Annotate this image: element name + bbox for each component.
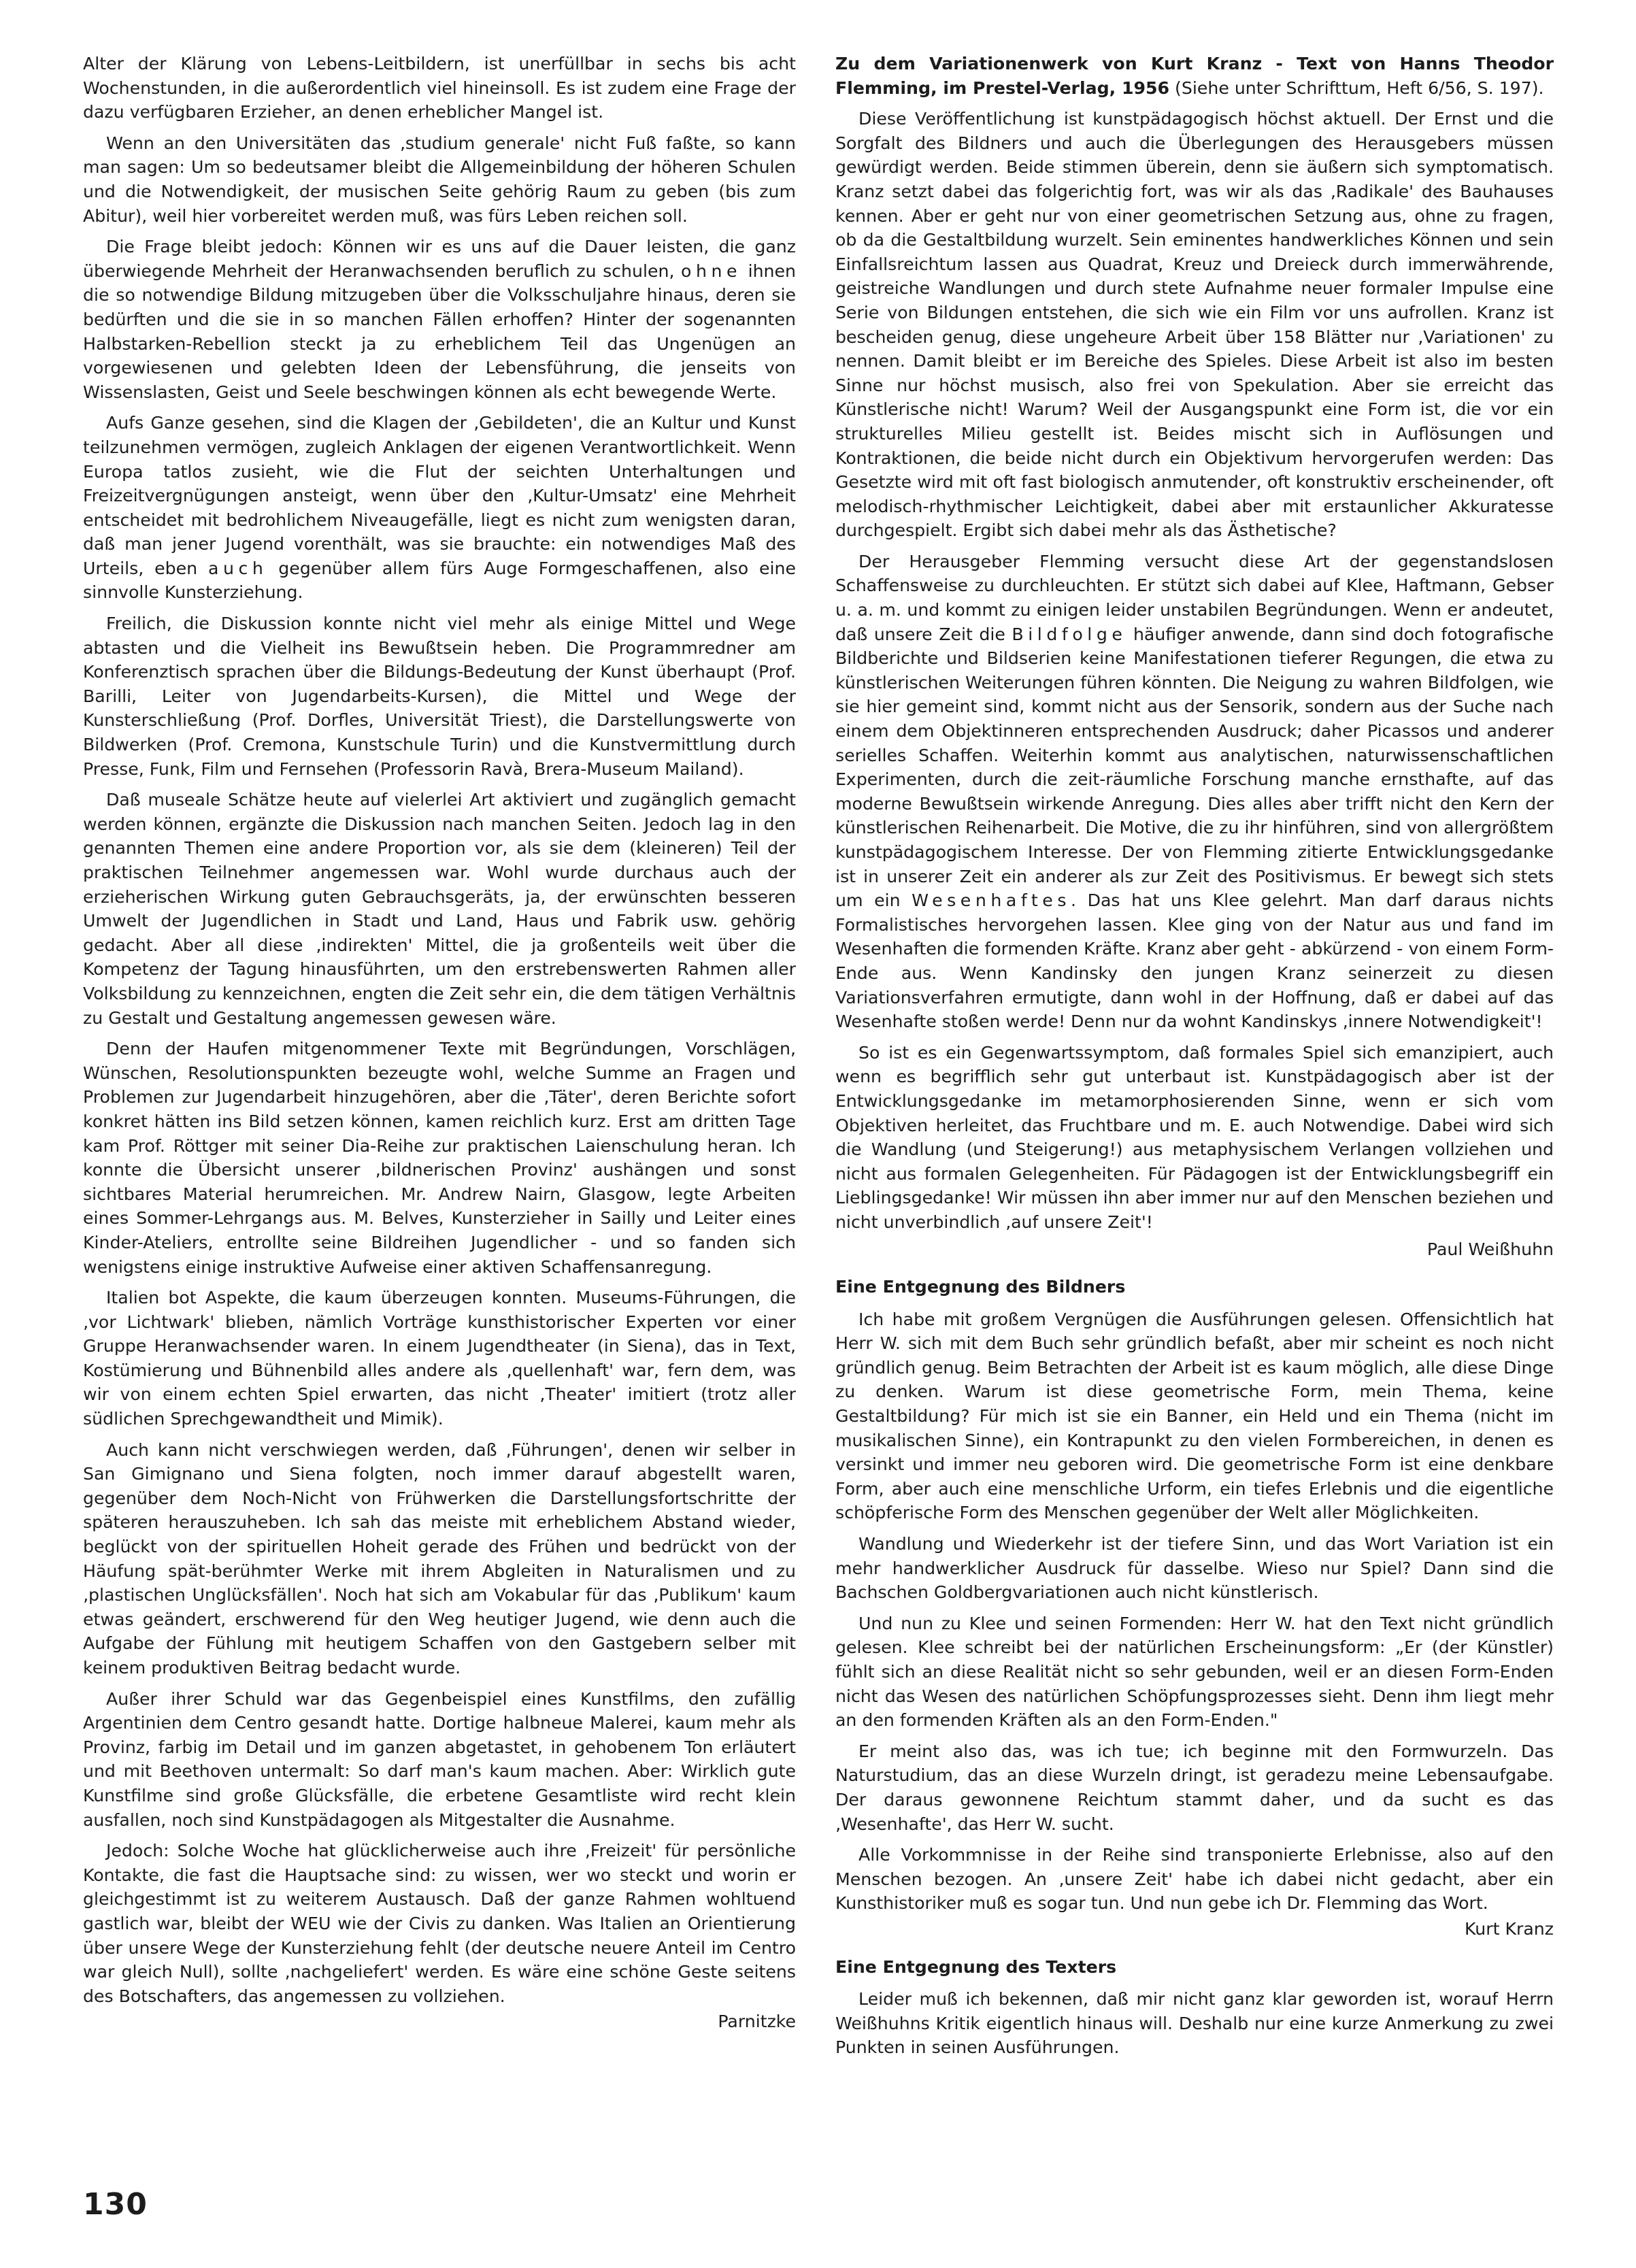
section-heading: Eine Entgegnung des Texters: [835, 1956, 1117, 1977]
paragraph: Auch kann nicht verschwiegen werden, daß ‚Führungen', denen wir selber in San Gimignano und Siena folgten, noch immer darauf abgestellt waren, gegenüber dem Noch-Nicht von Frühwerken die Darstellungsfortschritte der späteren herauszuheben. Ich sah das meiste mit erheblichem Abstand wieder, beglückt von der spirituellen Hoheit gerade des Frühen und bedrückt von der Häufung spät-berühmter Werke mit ihrem Abgleiten in Naturalismen und zu ‚plastischen Unglücksfällen'. Noch hat sich am Vokabular für das ‚Publikum' kaum etwas geändert, erschwerend für den Weg heutiger Jugend, wie denn auch die Aufgabe der Fühlung mit heutigem Schaffen von den Gastgebern selber mit keinem produktiven Beitrag bedacht wurde.: [83, 1439, 796, 1678]
emphasis-spaced: Bildfolge: [1012, 624, 1127, 644]
text-run: gegenüber allem fürs Auge Formgeschaffenen, also eine sinnvolle Kunsterziehung.: [83, 558, 796, 603]
paragraph: [835, 550, 1554, 1034]
left-column: [83, 52, 796, 2048]
paragraph: Er meint also das, was ich tue; ich beginne mit den Formwurzeln. Das Naturstudium, das an diese Wurzeln dringt, ist geradezu meine Lebensaufgabe. Der daraus gewonnene Reichtum stammt daher, und da sucht es das ‚Wesenhafte', das Herr W. sucht.: [835, 1741, 1554, 1834]
text-run: Aufs Ganze gesehen, sind die Klagen der ‚Gebildeten', die an Kultur und Kunst teilzunehmen vermögen, zugleich Anklagen der eigenen Verantwortlichkeit. Wenn Europa tatlos zusieht, wie die Flut der seichten Unterhaltungen und Freizeitvergnügungen ansteigt, wenn über den ‚Kultur-Umsatz' eine Mehrheit entscheidet mit bedrohlichem Niveaugefälle, liegt es nicht zum wenigsten daran, daß man jener Jugend vorenthält, was sie brauchte: ein notwendiges Maß des Urteils, eben: [83, 413, 796, 578]
emphasis-spaced: ohne: [681, 261, 742, 281]
emphasis-spaced: auch: [207, 558, 268, 578]
paragraph: Alter der Klärung von Lebens-Leitbildern, ist unerfüllbar in sechs bis acht Wochenstunden, in die außerordentlich viel hineinsoll. Es ist zudem eine Frage der dazu verfügbaren Erzieher, an denen erheblicher Mangel ist.: [83, 54, 796, 122]
paragraph: Wandlung und Wiederkehr ist der tiefere Sinn, und das Wort Variation ist ein mehr handwerklicher Ausdruck für dasselbe. Wieso nur Spiel? Dann sind die Bachschen Goldbergvariationen auch nicht künstlerisch.: [835, 1534, 1554, 1603]
paragraph: Italien bot Aspekte, die kaum überzeugen konnten. Museums-Führungen, die ‚vor Lichtwark' blieben, nämlich Vorträge kunsthistorischer Experten vor einer Gruppe Heranwachsender waren. In einem Jugendtheater (in Siena), das in Text, Kostümierung und Bühnenbild alles andere als ‚quellenhaft' war, fern dem, was wir von einem echten Spiel erwarten, das nicht ‚Theater' imitiert (trotz aller südlichen Sprechgewandtheit und Mimik).: [83, 1288, 796, 1429]
text-run: Die Frage bleibt jedoch: Können wir es uns auf die Dauer leisten, die ganz überwiegende Mehrheit der Heranwachsenden beruflich zu schulen,: [83, 237, 796, 281]
paragraph: [83, 411, 796, 605]
paragraph: So ist es ein Gegenwartssymptom, daß formales Spiel sich emanzipiert, auch wenn es begrifflich sehr gut unterbaut ist. Kunstpädagogisch aber ist der Entwicklungsgedanke im metamorphosierenden Sinne, wenn er sich vom Objektiven herleitet, das Fruchtbare und m. E. auch Notwendige. Dabei wird sich die Wandlung (und Steigerung!) aus metaphysischem Verlangen vollziehen und nicht aus formalen Gelegenheiten. Für Pädagogen ist der Entwicklungsbegriff ein Lieblingsgedanke! Wir müssen ihn aber immer nur auf den Menschen beziehen und nicht unverbindlich ‚auf unsere Zeit'!: [835, 1042, 1554, 1232]
author-signature: Kurt Kranz: [1465, 1918, 1554, 1939]
paragraph: [83, 235, 796, 404]
paragraph: Alle Vorkommnisse in der Reihe sind transponierte Erlebnisse, also auf den Menschen bezogen. An ‚unsere Zeit' habe ich dabei nicht gedacht, aber ein Kunsthistoriker muß es sogar tun. Und nun gebe ich Dr. Flemming das Wort.: [835, 1845, 1554, 1914]
paragraph: Denn der Haufen mitgenommener Texte mit Begründungen, Vorschlägen, Wünschen, Resolutionspunkten bezeugte wohl, welche Summe an Fragen und Problemen zur Jugendarbeit hinzugehören, aber die ‚Täter', deren Berichte sofort konkret hätten ins Bild setzen können, kamen reichlich kurz. Erst am dritten Tage kam Prof. Röttger mit seiner Dia-Reihe zur praktischen Laienschulung heran. Ich konnte die Übersicht unserer ‚bildnerischen Provinz' aushängen und sonst sichtbares Material herumreichen. Mr. Andrew Nairn, Glasgow, legte Arbeiten eines Sommer-Lehrgangs aus. M. Belves, Kunsterzieher in Sailly und Leiter eines Kinder-Ateliers, entrollte seine Bildreihen Jugendlicher - und so fanden sich wenigstens einige instruktive Aufweise einer aktiven Schaffensanregung.: [83, 1039, 796, 1277]
emphasis-spaced: Wesenhaftes: [912, 890, 1071, 911]
paragraph: Leider muß ich bekennen, daß mir nicht ganz klar geworden ist, worauf Herrn Weißhuhns Kritik eigentlich hinaus will. Deshalb nur eine kurze Anmerkung zu zwei Punkten in seinen Ausführungen.: [835, 1989, 1554, 2058]
text-run: . Das hat uns Klee gelehrt. Man darf daraus nichts Formalistisches hervorgehen lassen. Klee ging von der Natur aus und fand im Wesenhaften die formenden Kräfte. Kranz aber geht - abkürzend - von einem Form-Ende aus. Wenn Kandinsky den jungen Kranz seinerzeit zu diesen Variationsverfahren ermutigte, dann wohl in der Hoffnung, daß er dabei auf das Wesenhafte stoßen werde! Denn nur da wohnt Kandinskys ‚innere Notwendigkeit'!: [835, 890, 1554, 1032]
author-signature: Parnitzke: [718, 2012, 796, 2032]
page-number: 130: [83, 2187, 148, 2222]
right-column: [835, 52, 1554, 2067]
review-headline-reference: (Siehe unter Schrifttum, Heft 6/56, S. 197).: [1169, 78, 1544, 98]
text-run: ihnen die so notwendige Bildung mitzugeben über die Volksschuljahre hinaus, deren sie bedürften und die sie in so manchen Fällen erhoffen? Hinter der sogenannten Halbstarken-Rebellion steckt ja zu erheblichem Teil das Ungenügen an vorgewiesenen und gelebten Ideen der Lebensführung, die jenseits von Wissenslasten, Geist und Seele beschwingen können als echt bewegende Werte.: [83, 261, 796, 402]
paragraph: Und nun zu Klee und seinen Formenden: Herr W. hat den Text nicht gründlich gelesen. Klee schreibt bei der natürlichen Erscheinungsform: „Er (der Künstler) fühlt sich an diese Realität nicht so sehr gebunden, weil er an diesen Form-Enden nicht das Wesen des natürlichen Schöpfungsprozesses sieht. Denn ihm liegt mehr an den formenden Kräften als an den Form-Enden.": [835, 1613, 1554, 1731]
paragraph: Jedoch: Solche Woche hat glücklicherweise auch ihre ‚Freizeit' für persönliche Kontakte, die fast die Hauptsache sind: zu wissen, wer wo steckt und worin er gleichgestimmt ist zu weiterem Austausch. Daß der ganze Rahmen wohltuend gastlich war, bleibt der WEU wie der Civis zu danken. Was Italien an Orientierung über unsere Wege der Kunsterziehung fehlt (der deutsche neuere Anteil im Centro war gleich Null), sollte ‚nachgeliefert' werden. Es wäre eine schöne Geste seitens des Botschafters, das angemessen zu vollziehen.: [83, 1841, 796, 2006]
paragraph: Ich habe mit großem Vergnügen die Ausführungen gelesen. Offensichtlich hat Herr W. sich mit dem Buch sehr gründlich befaßt, aber mir scheint es noch nicht gründlich genug. Beim Betrachten der Arbeit ist es kaum möglich, alle diese Dinge zu denken. Warum ist diese geometrische Form, mein Thema, keine Gestaltbildung? Für mich ist sie ein Banner, ein Held und ein Thema (nicht im musikalischen Sinne), ein Kontrapunkt zu den vielen Formbereichen, in denen es versinkt und immer neu geboren wird. Die geometrische Form ist eine denkbare Form, aber auch eine menschliche Urform, ein tiefes Erlebnis und die eigentliche schöpferische Form des Menschen gegenüber der Welt aller Möglichkeiten.: [835, 1309, 1554, 1523]
author-signature: Paul Weißhuhn: [1426, 1239, 1554, 1259]
text-run: häufiger anwende, dann sind doch fotografische Bildberichte und Bildserien keine Manifestationen tieferer Regungen, die etwa zu künstlerischen Weiterungen führen könnten. Die Neigung zu wahren Bildfolgen, wie sie hier gemeint sind, kommt nicht aus der Sensorik, sondern aus der Suche nach einem dem Objektinneren entsprechenden Ausdruck; daher Picassos und anderer serielles Schaffen. Weiterhin kommt aus analytischen, naturwissenschaftlichen Experimenten, durch die zeit-räumliche Forschung manche ernsthafte, auf das moderne Bewußtsein wirkende Anregung. Dies alles aber trifft nicht den Kern der künstlerischen Reihenarbeit. Die Motive, die zu ihr hinführen, sind von allergrößtem kunstpädagogischem Interesse. Der von Flemming zitierte Entwicklungsgedanke ist in unserer Zeit ein anderer als zur Zeit des Positivismus. Er bewegt sich stets um ein: [835, 624, 1554, 911]
paragraph: Freilich, die Diskussion konnte nicht viel mehr als einige Mittel und Wege abtasten und die Vielheit ins Bewußtsein heben. Die Programmredner am Konferenztisch sprachen über die Bildungs-Bedeutung der Kunst überhaupt (Prof. Barilli, Leiter von Jugendarbeits-Kursen), die Mittel und Wege der Kunsterschließung (Prof. Dorfles, Universität Triest), die Darstellungswerte von Bildwerken (Prof. Cremona, Kunstschule Turin) und die Kunstvermittlung durch Presse, Funk, Film und Fernsehen (Professorin Ravà, Brera-Museum Mailand).: [83, 614, 796, 779]
paragraph: Wenn an den Universitäten das ‚studium generale' nicht Fuß faßte, so kann man sagen: Um so bedeutsamer bleibt die Allgemeinbildung der höheren Schulen und die Notwendigkeit, der musischen Seite gehörig Raum zu geben (bis zum Abitur), weil hier vorbereitet werden muß, was fürs Leben reichen soll.: [83, 133, 796, 226]
review-headline-title: Zu dem Variationenwerk von Kurt Kranz - Text von Hanns Theodor Flemming, im Prestel-Verlag, 1956: [835, 54, 1554, 98]
review-headline: [835, 52, 1554, 100]
paragraph: Daß museale Schätze heute auf vielerlei Art aktiviert und zugänglich gemacht werden können, ergänzte die Diskussion nach manchen Seiten. Jedoch lag in den genannten Themen eine andere Proportion vor, als sie dem (kleineren) Teil der praktischen Teilnehmer angemessen war. Wohl wurde durchaus auch der erzieherischen Wirkung guten Gebrauchsgeräts, ja, der erwünschten besseren Umwelt der Jugendlichen in Stadt und Land, Haus und Fabrik usw. gehörig gedacht. Aber all diese ‚indirekten' Mittel, die ja großenteils weit über die Kompetenz der Tagung hinausführten, um den erstrebenswerten Rahmen aller Volksbildung zu kennzeichnen, engten die Zeit sehr ein, die dem tätigen Verhältnis zu Gestalt und Gestaltung angemessen gewesen wäre.: [83, 790, 796, 1028]
section-heading: Eine Entgegnung des Bildners: [835, 1277, 1126, 1297]
text-run: Der Herausgeber Flemming versucht diese Art der gegenstandslosen Schaffensweise zu durchleuchten. Er stützt sich dabei auf Klee, Haftmann, Gebser u. a. m. und kommt zu einigen leider unstabilen Begründungen. Wenn er andeutet, daß unsere Zeit die: [835, 551, 1554, 644]
paragraph: Diese Veröffentlichung ist kunstpädagogisch höchst aktuell. Der Ernst und die Sorgfalt des Bildners und auch die Überlegungen des Herausgebers müssen gewürdigt werden. Beide stimmen überein, denn sie äußern sich symptomatisch. Kranz setzt dabei das folgerichtig fort, was wir als das ‚Radikale' des Bauhauses kennen. Aber er geht nur von einer geometrischen Setzung aus, ohne zu fragen, ob da die Gestaltbildung wurzelt. Sein eminentes handwerkliches Können und sein Einfallsreichtum lassen aus Quadrat, Kreuz und Dreieck durch immerwährende, geistreiche Wandlungen und durch stete Aufnahme neuer formaler Impulse eine Serie von Bildungen entstehen, die sich wie ein Film vor uns aufrollen. Kranz ist bescheiden genug, diese ungeheure Arbeit über 158 Blätter nur ‚Variationen' zu nennen. Damit bleibt er im Bereiche des Spieles. Diese Arbeit ist also im besten Sinne nur höchst musisch, also frei von Spekulation. Aber sie erreicht das Künstlerische nicht! Warum? Weil der Ausgangspunkt eine Form ist, die vor ein strukturelles Milieu gestellt ist. Beides mischt sich in Auflösungen und Kontraktionen, die beide nicht durch ein Objektivum hervorgerufen werden: Das Gesetzte wird mit oft fast biologisch anmutender, oft konstruktiv erscheinender, oft melodisch-rhythmischer Leichtigkeit, dabei aber mit erstaunlicher Akkuratesse durchgespielt. Ergibt sich dabei mehr als das Ästhetische?: [835, 109, 1554, 541]
paragraph: Außer ihrer Schuld war das Gegenbeispiel eines Kunstfilms, den zufällig Argentinien dem Centro gesandt hatte. Dortige halbneue Malerei, kaum mehr als Provinz, farbig im Detail und im ganzen abgetastet, in gehobenem Ton erläutert und mit Beethoven untermalt: So darf man's kaum machen. Aber: Wirklich gute Kunstfilme sind große Glücksfälle, die erbetene Gesamtliste wird recht klein ausfallen, noch sind Kunstpädagogen als Mitgestalter die Ausnahme.: [83, 1688, 796, 1830]
